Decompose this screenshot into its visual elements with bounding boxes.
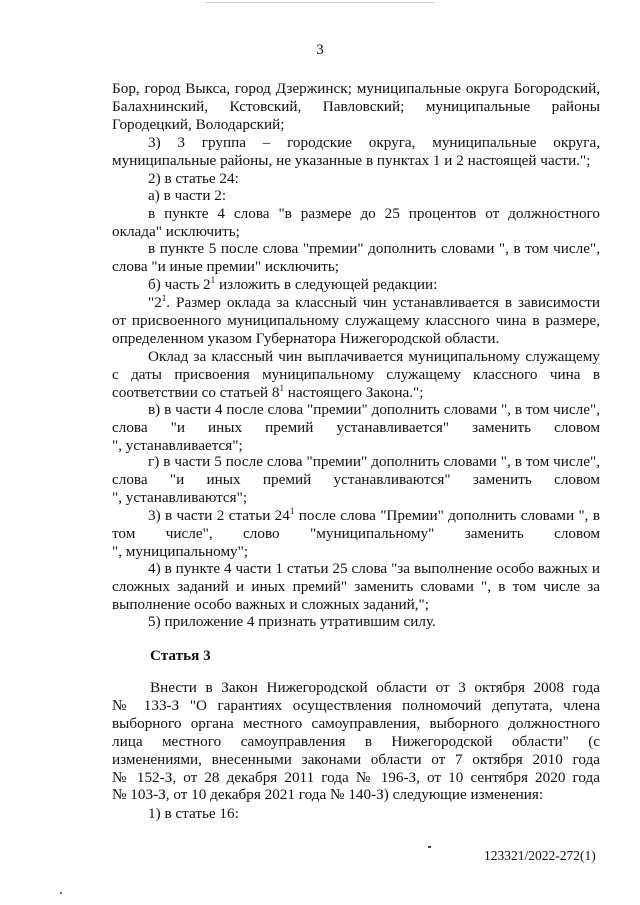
item-3-group: [112, 134, 600, 170]
item-article-24: [112, 170, 600, 188]
text-line: с даты присвоения муниципальному служащему классного чина в: [112, 365, 600, 383]
text-line: изменениями, внесенными законами области от 7 октября 2010 года: [112, 750, 600, 768]
text-line: 1) в статье 16:: [148, 805, 239, 822]
text-line: ", муниципальному";: [112, 542, 249, 560]
text-line: Внести в Закон Нижегородской области от 3 октября 2008 года: [150, 679, 600, 696]
scan-artifact-line: [205, 2, 435, 3]
text-run: соответствии со статьей 8: [112, 383, 280, 401]
text-line: [112, 384, 600, 402]
article-3-heading-block: [112, 647, 600, 665]
text-run: изложить в следующей редакции:: [215, 276, 438, 293]
text-run: после слова "Премии" дополнить словами ", в: [294, 507, 600, 524]
text-line: № 103-З, от 10 декабря 2021 года № 140-З) следующие изменения:: [112, 786, 544, 804]
text-line: 2) в статье 24:: [148, 170, 239, 187]
point-5-change: [112, 240, 600, 276]
superscript: 1: [289, 506, 295, 516]
text-line: в пункте 5 после слова "премии" дополнить словами ", в том числе",: [148, 240, 600, 257]
text-line: оклада" исключить;: [112, 222, 240, 240]
subitem-v: [112, 401, 600, 455]
superscript: 1: [161, 293, 167, 303]
text-line: сложных заданий и иных премий" заменить словами ", в том числе за: [112, 577, 600, 595]
subitem-g: [112, 453, 600, 507]
text-line: № 133-З "О гарантиях осуществления полномочий депутата, члена: [112, 696, 600, 714]
text-line: том числе", слово "муниципальному" заменить словом: [112, 524, 600, 542]
article-heading: Статья 3: [150, 647, 211, 664]
text-line: [112, 294, 600, 312]
text-line: определенном указом Губернатора Нижегородской области.: [112, 329, 500, 347]
item-4-article-25: [112, 560, 600, 614]
text-line: Балахнинский, Кстовский, Павловский; муниципальные районы: [112, 97, 600, 115]
quoted-paragraph-1: [112, 294, 600, 348]
quoted-paragraph-2: [112, 348, 600, 402]
text-line: 3) 3 группа – городские округа, муниципальные округа,: [148, 134, 600, 151]
superscript: 1: [210, 275, 216, 285]
text-line: Бор, город Выкса, город Дзержинск; муниципальные округа Богородский,: [112, 80, 600, 97]
point-4-change: [112, 205, 600, 241]
text-line: Оклад за классный чин выплачивается муниципальному служащему: [148, 348, 600, 365]
text-line: выполнение особо важных и сложных заданий,";: [112, 595, 429, 613]
text-run: б) часть 2: [148, 276, 211, 293]
text-line: муниципальные районы, не указанные в пунктах 1 и 2 настоящей части.";: [112, 151, 591, 169]
text-line: от присвоенного муниципальному служащему классного чина в размере,: [112, 311, 600, 329]
subitem-a: [112, 187, 600, 205]
text-line: слова "и иных премий устанавливаются" заменить словом: [112, 470, 600, 488]
text-line: в) в части 4 после слова "премии" дополнить словами ", в том числе",: [148, 401, 600, 418]
item-1-article-16: [112, 805, 600, 823]
text-run: . Размер оклада за классный чин устанавливается в зависимости: [166, 294, 600, 311]
text-line: лица местного самоуправления в Нижегородской области" (с: [112, 732, 600, 750]
text-line: [112, 276, 600, 294]
text-line: слова "и иные премии" исключить;: [112, 257, 340, 275]
text-run: "2: [148, 294, 162, 311]
item-3-article-24-1: [112, 507, 600, 561]
item-5-appendix: [112, 613, 600, 631]
text-line: ", устанавливаются";: [112, 488, 248, 506]
text-line: 4) в пункте 4 части 1 статьи 25 слова "за выполнение особо важных и: [148, 560, 600, 577]
text-line: [112, 507, 600, 525]
text-line: слова "и иных премий устанавливается" заменить словом: [112, 418, 600, 436]
scan-speck: [428, 846, 431, 848]
text-run: 3) в части 2 статьи 24: [148, 507, 290, 524]
document-code: 123321/2022-272(1): [484, 848, 596, 863]
text-line: ", устанавливается";: [112, 436, 243, 454]
text-line: Городецкий, Володарский;: [112, 115, 285, 133]
text-line: а) в части 2:: [148, 187, 227, 204]
text-line: в пункте 4 слова "в размере до 25 процентов от должностного: [148, 205, 600, 222]
text-run: настоящего Закона.";: [283, 383, 424, 401]
page-number: 3: [316, 42, 324, 58]
scan-speck: [60, 892, 62, 894]
text-line: 5) приложение 4 признать утратившим силу.: [148, 613, 436, 630]
text-line: № 152-З, от 28 декабря 2011 года № 196-З, от 10 сентября 2020 года: [112, 768, 600, 786]
subitem-b: [112, 276, 600, 294]
text-line: г) в части 5 после слова "премии" дополнить словами ", в том числе",: [148, 453, 600, 470]
superscript: 1: [279, 382, 284, 393]
continuation-paragraph: [112, 80, 600, 134]
article-3-intro: [112, 679, 600, 804]
text-line: выборного органа местного самоуправления, выборного должностного: [112, 714, 600, 732]
